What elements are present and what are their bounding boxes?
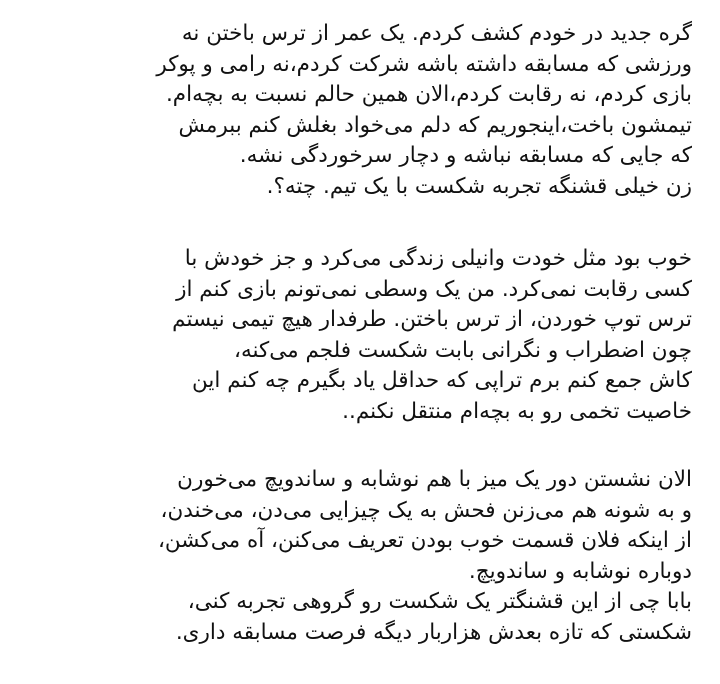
- text-line: تیمشون باخت،اینجوریم که دلم می‌خواد بغلش کنم ببرمش: [178, 112, 692, 138]
- text-line: چون اضطراب و نگرانی بابت شکست فلجم می‌کنه،: [234, 337, 692, 363]
- text-line: که جایی که مسابقه نباشه و دچار سرخوردگی نشه.: [239, 143, 692, 168]
- text-line: الان نشستن دور یک میز با هم نوشابه و ساندویچ می‌خورن: [177, 467, 692, 492]
- text-line: شکستی که تازه بعدش هزاربار دیگه فرصت مسابقه داری.: [175, 619, 692, 645]
- text-line: زن خیلی قشنگه تجربه شکست با یک تیم. چته؟.: [266, 173, 692, 199]
- text-line: کاش جمع کنم برم تراپی که حداقل یاد بگیرم چه کنم این: [192, 368, 692, 393]
- paragraph-3: [102, 465, 692, 648]
- text-line: ترس توپ خوردن، از ترس باختن. طرفدار هیچ تیمی نیستم: [172, 307, 692, 332]
- text-line: کسی رقابت نمی‌کرد. من یک وسطی نمی‌تونم بازی کنم از: [176, 276, 692, 302]
- text-line: دوباره نوشابه و ساندویچ.: [468, 558, 692, 584]
- text-line: ورزشی که مسابقه داشته باشه شرکت کردم،نه رامی و پوکر: [156, 51, 692, 77]
- paragraph-1: [102, 19, 692, 202]
- text-line: خوب بود مثل خودت وانیلی زندگی می‌کرد و جز خودش با: [184, 246, 692, 271]
- text-line: بازی کردم، نه رقابت کردم،الان همین حالم نسبت به بچه‌ام.: [165, 82, 692, 107]
- text-line: خاصیت تخمی رو به بچه‌ام منتقل نکنم..: [342, 398, 692, 424]
- text-line: بابا چی از این قشنگتر یک شکست رو گروهی تجربه کنی،: [187, 589, 692, 614]
- text-line: گره جدید در خودم کشف کردم. یک عمر از ترس باختن نه: [181, 21, 692, 46]
- text-line: و به شونه هم می‌زنن فحش به یک چیزایی می‌دن، می‌خندن،: [160, 497, 692, 523]
- paragraph-2: [102, 244, 692, 427]
- text-line: از اینکه فلان قسمت خوب بودن تعریف می‌کنن، آه می‌کشن،: [157, 528, 692, 553]
